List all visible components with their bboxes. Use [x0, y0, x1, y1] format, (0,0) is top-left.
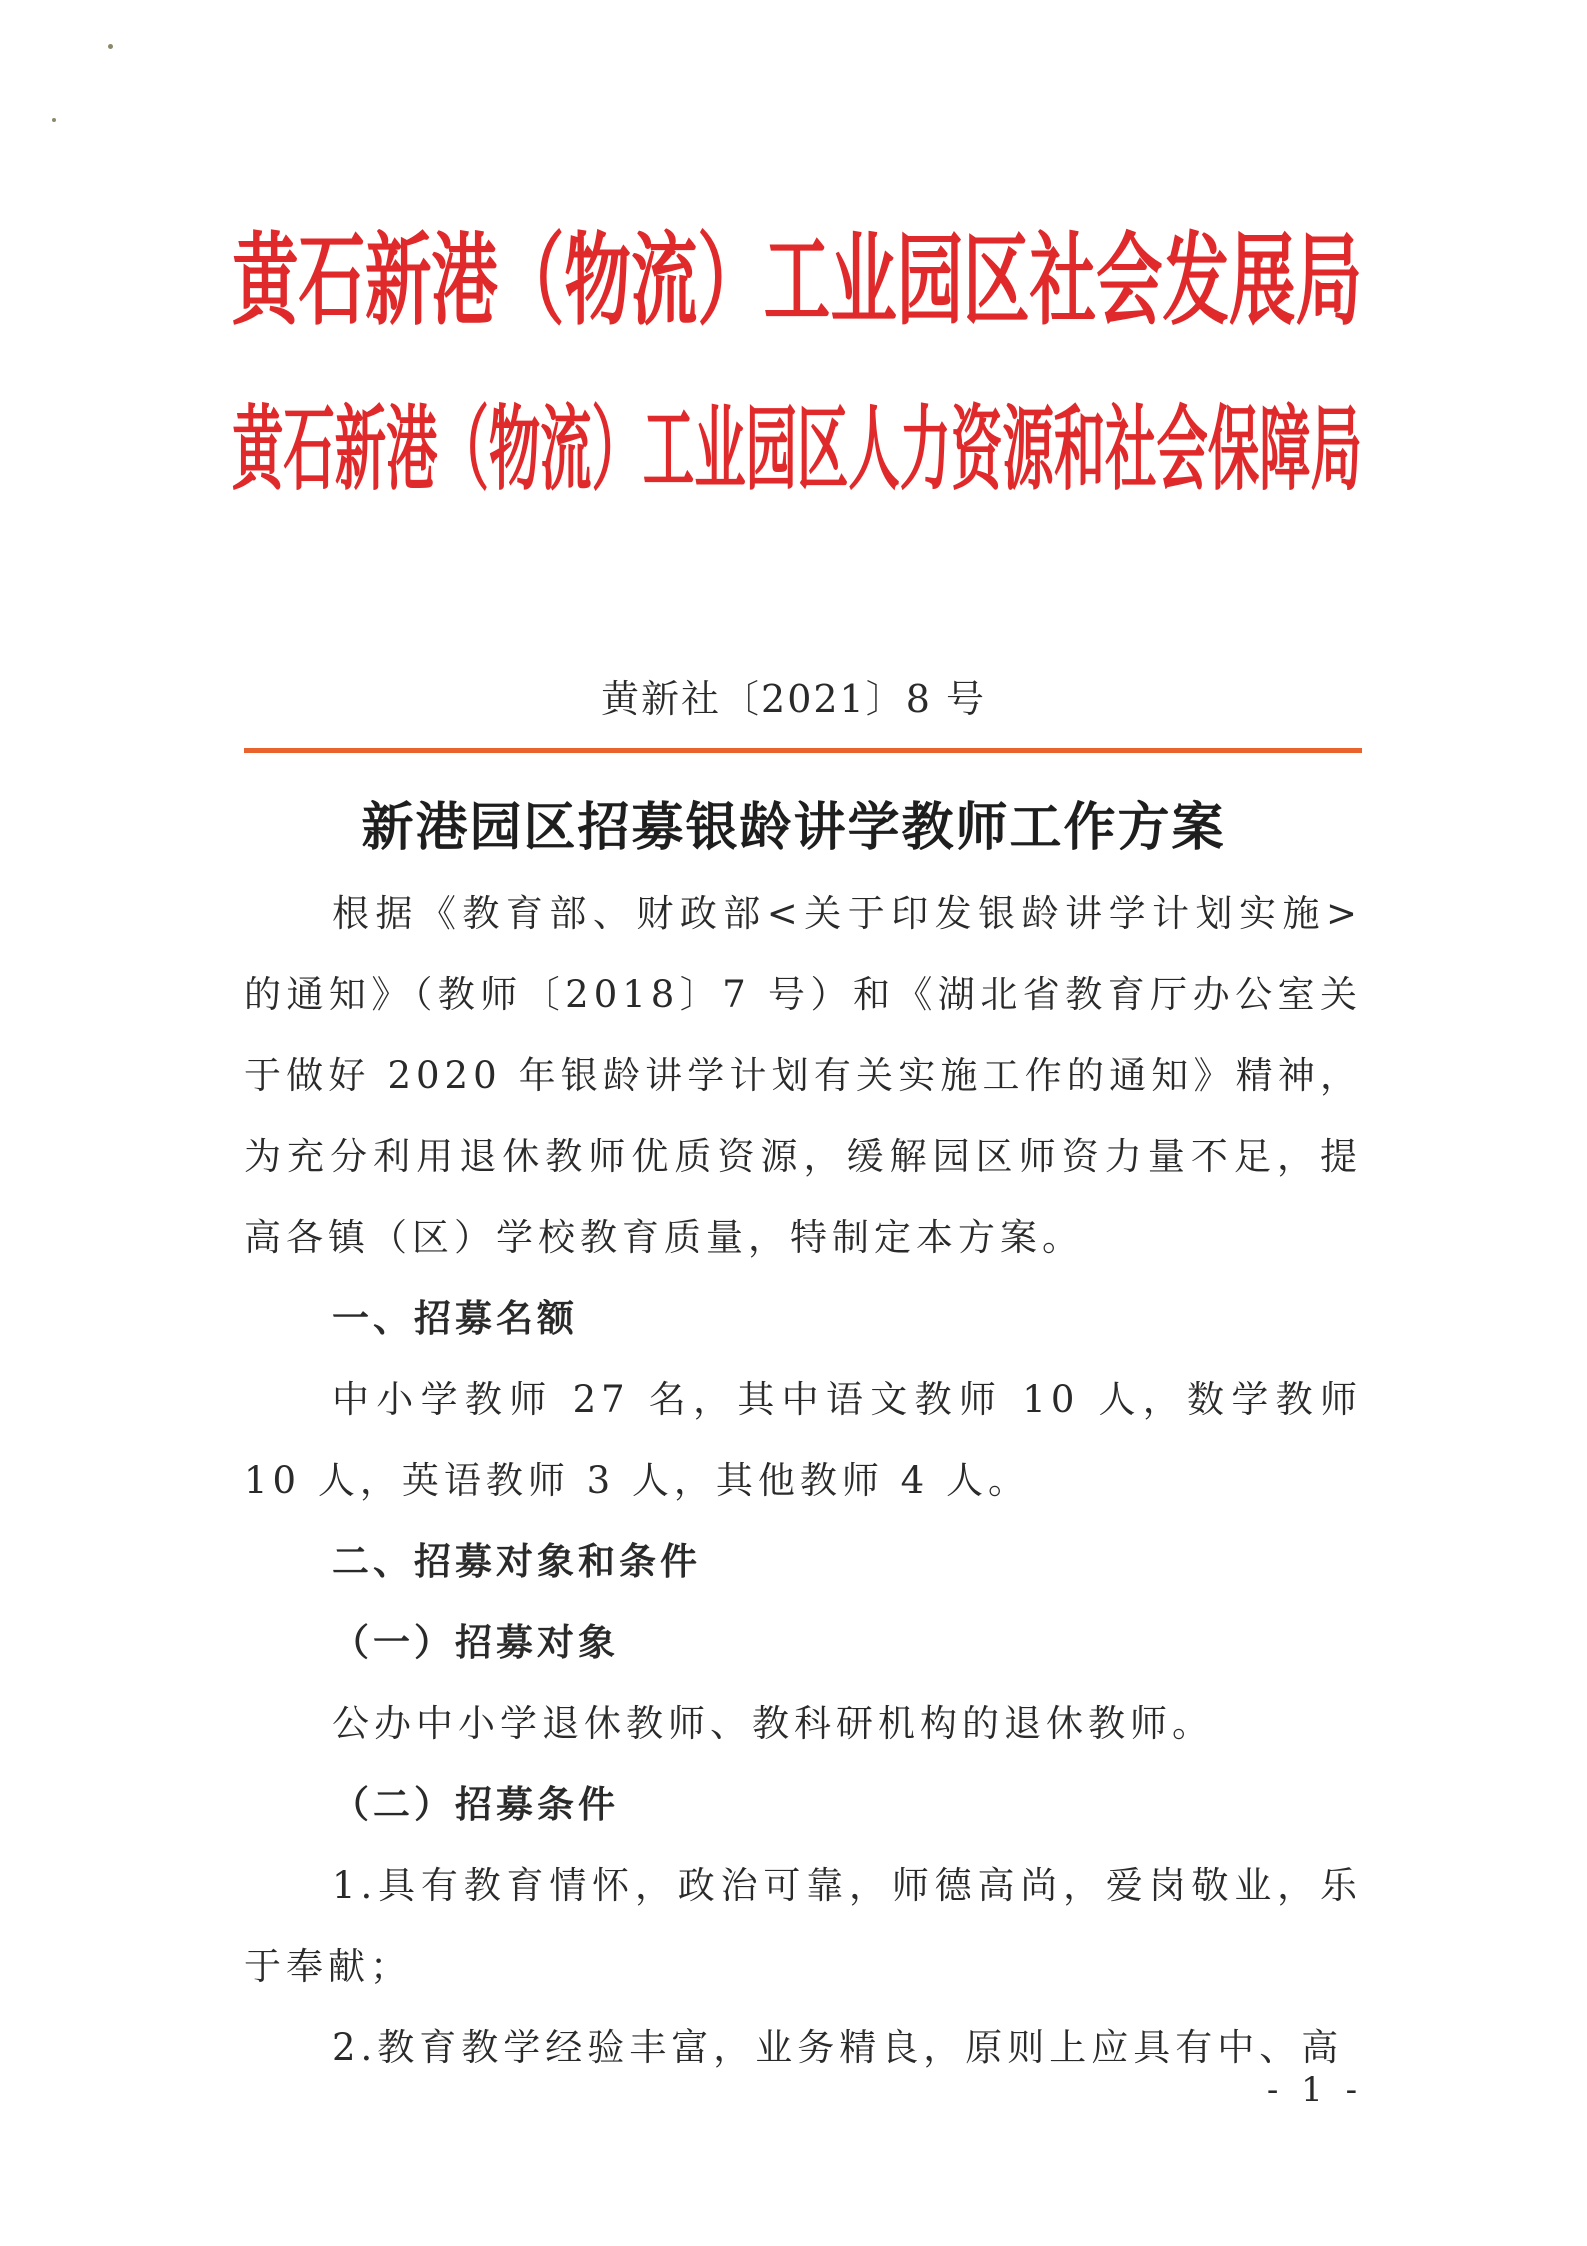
subsection-heading: （一）招募对象 [332, 1621, 619, 1664]
document-body [244, 873, 1362, 2088]
scan-speck [108, 44, 113, 49]
condition-item: 2.教育教学经验丰富，业务精良，原则上应具有中、高 [332, 2026, 1344, 2069]
document-title: 新港园区招募银龄讲学教师工作方案 [361, 797, 1226, 858]
body-paragraph: 中小学教师 27 名，其中语文教师 10 人，数学教师 10 人，英语教师 3 人，其他教师 4 人。 [244, 1378, 1362, 1502]
intro-paragraph: 根据《教育部、财政部<关于印发银龄讲学计划实施>的通知》（教师〔2018〕7 号）和《湖北省教育厅办公室关于做好 2020 年银龄讲学计划有关实施工作的通知》精神，为充分利用退休教师优质资源，缓解园区师资力量不足，提高各镇（区）学校教育质量，特制定本方案。 [244, 892, 1362, 1259]
header-divider [244, 748, 1362, 753]
condition-item: 1.具有教育情怀，政治可靠，师德高尚，爱岗敬业，乐于奉献； [244, 1864, 1362, 1988]
body-paragraph: 公办中小学退休教师、教科研机构的退休教师。 [332, 1702, 1214, 1745]
page-number: - 1 - [1266, 2070, 1364, 2110]
agency-header-line-2: 黄石新港（物流）工业园区人力资源和社会保障局 [232, 396, 1363, 503]
subsection-heading: （二）招募条件 [332, 1783, 619, 1826]
agency-header-line-1: 黄石新港（物流）工业园区社会发展局 [232, 222, 1362, 339]
scan-speck [52, 118, 56, 122]
document-number: 黄新社〔2021〕8 号 [601, 677, 986, 721]
section-heading: 二、招募对象和条件 [332, 1540, 701, 1583]
section-heading: 一、招募名额 [332, 1297, 578, 1340]
